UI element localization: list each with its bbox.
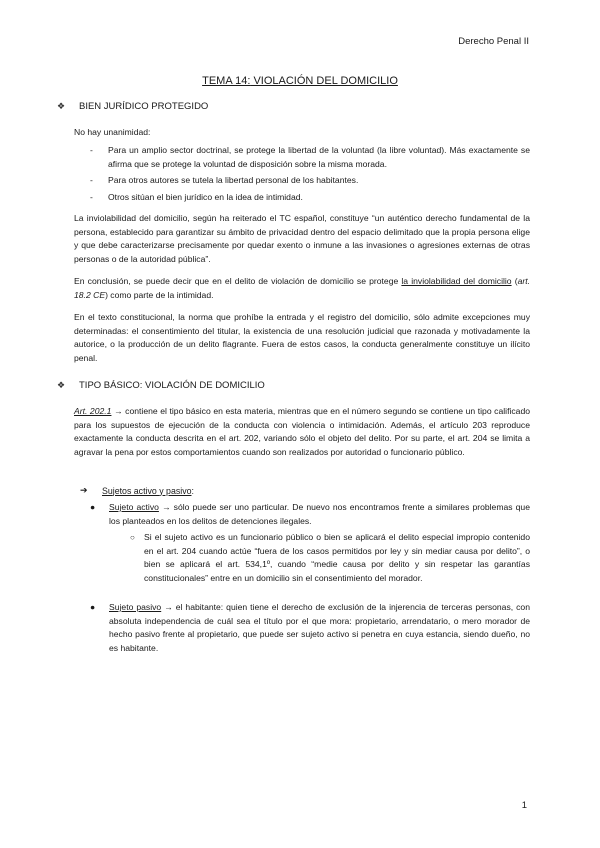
page-number: 1: [521, 800, 527, 811]
article-reference: Art. 202.1: [74, 406, 112, 416]
diamond-bullet-icon: ❖: [57, 101, 66, 111]
section-heading-text: TIPO BÁSICO: VIOLACIÓN DE DOMICILIO: [79, 380, 265, 391]
subheading-text: Sujetos activo y pasivo: [102, 485, 192, 496]
title-prefix: TEMA 14:: [202, 75, 251, 87]
section-heading-text: BIEN JURÍDICO PROTEGIDO: [79, 101, 209, 112]
dash-list-item: [90, 174, 530, 188]
paragraph-art-202: [74, 405, 530, 459]
bullet-dot-icon: ●: [90, 602, 96, 612]
page-title: [0, 75, 600, 87]
paragraph-tc: La inviolabilidad del domicilio, según ha reiterado el TC español, constituye “un auténtico derecho fundamental de la persona, establecido para garantizar su ámbito de privacidad dentro del espacio delimitado que la propia persona elige y que debe caracterizarse precisamente por quedar exento o inmune a las invasiones o agresiones externas de otras personas o de la autoridad pública”.: [74, 213, 530, 264]
dash-icon: -: [90, 145, 93, 155]
sub-bullet-text: Si el sujeto activo es un funcionario público o bien se aplicará el delito especial impropio contenido en el art. 204 cuando actúe “fuera de los casos permitidos por ley y sin mediar causa por delito”, o bien se aplicará el art. 534,1º, cuando “medie causa por delito y sin respetar las garantías constitucionales” entre en un domicilio sin el consentimiento del morador.: [144, 532, 530, 583]
text-run: → contiene el tipo básico en esta materia, mientras que en el número segundo se contiene un tipo calificado para los supuestos de ejecución de la conducta con violencia o intimidación. Además, el artículo 203 reproduce exactamente la conducta descrita en el art. 202, variando sólo el objeto del delito. Por su parte, el art. 204 se limita a agravar la pena por estos comportamientos cuando son realizados por autoridad o funcionario público.: [74, 406, 531, 457]
bullet-item-text: [109, 501, 530, 528]
bullet-item-text: [109, 601, 530, 655]
text-run: (: [511, 276, 518, 286]
section-heading-tipo-basico: [57, 380, 265, 391]
diamond-bullet-icon: ❖: [57, 380, 66, 390]
paragraph-conclusion: [74, 275, 530, 302]
dash-icon: -: [90, 175, 93, 185]
bullet-list-item: [90, 501, 530, 528]
dash-item-text: Para un amplio sector doctrinal, se protege la libertad de la voluntad (la libre voluntad). Más exactamente se afirma que se protege la voluntad de disposición sobre la misma morada.: [108, 145, 530, 169]
intro-paragraph: No hay unanimidad:: [74, 127, 151, 137]
underlined-text: la inviolabilidad del domicilio: [401, 276, 512, 286]
title-main: VIOLACIÓN DEL DOMICILIO: [250, 75, 398, 87]
bullet-list-item: [90, 601, 530, 655]
italic-reference: art. 18.2 CE: [74, 276, 530, 300]
text-run: → el habitante: quien tiene el derecho de exclusión de la injerencia de terceras personas, con absoluta independencia de cuál sea el título por el que mora: propietario, arrendatario, o mero morador de hecho pasivo frente al propietario, que puede ser sujeto activo si penetra en cuya estancia, siendo dueño, no es habitante.: [109, 602, 530, 653]
section-heading-bien-juridico: [57, 101, 208, 112]
bullet-dot-icon: ●: [90, 502, 96, 512]
paragraph-constitucional: En el texto constitucional, la norma que prohíbe la entrada y el registro del domicilio, sólo admite excepciones muy determinadas: el consentimiento del titular, la existencia de una resolución judicial que razonada y motivadamente la autorice, o la producción de un delito flagrante. Fuera de estos casos, la conducta generalmente constituye un ilícito penal.: [74, 312, 530, 363]
text-run: ) como parte de la intimidad.: [105, 289, 214, 300]
dash-icon: -: [90, 192, 93, 202]
circle-bullet-icon: ○: [130, 533, 135, 542]
sub-bullet-list-item: [130, 531, 530, 585]
underlined-text: Sujeto pasivo: [109, 602, 162, 612]
running-header: Derecho Penal II: [458, 36, 529, 47]
text-run: En conclusión, se puede decir que en el delito de violación de domicilio se protege: [74, 276, 402, 286]
text-run: :: [191, 485, 194, 496]
underlined-text: Sujeto activo: [109, 502, 159, 512]
arrow-right-icon: ➔: [80, 485, 88, 495]
dash-list-item: [90, 191, 530, 205]
subheading-sujetos: [80, 485, 194, 496]
dash-list-item: [90, 144, 530, 171]
text-run: → sólo puede ser uno particular. De nuevo nos encontramos frente a similares problemas que los planteados en los delitos de detenciones ilegales.: [109, 502, 530, 526]
dash-item-text: Para otros autores se tutela la libertad personal de los habitantes.: [108, 175, 359, 185]
dash-item-text: Otros sitúan el bien jurídico en la idea de intimidad.: [108, 192, 303, 202]
